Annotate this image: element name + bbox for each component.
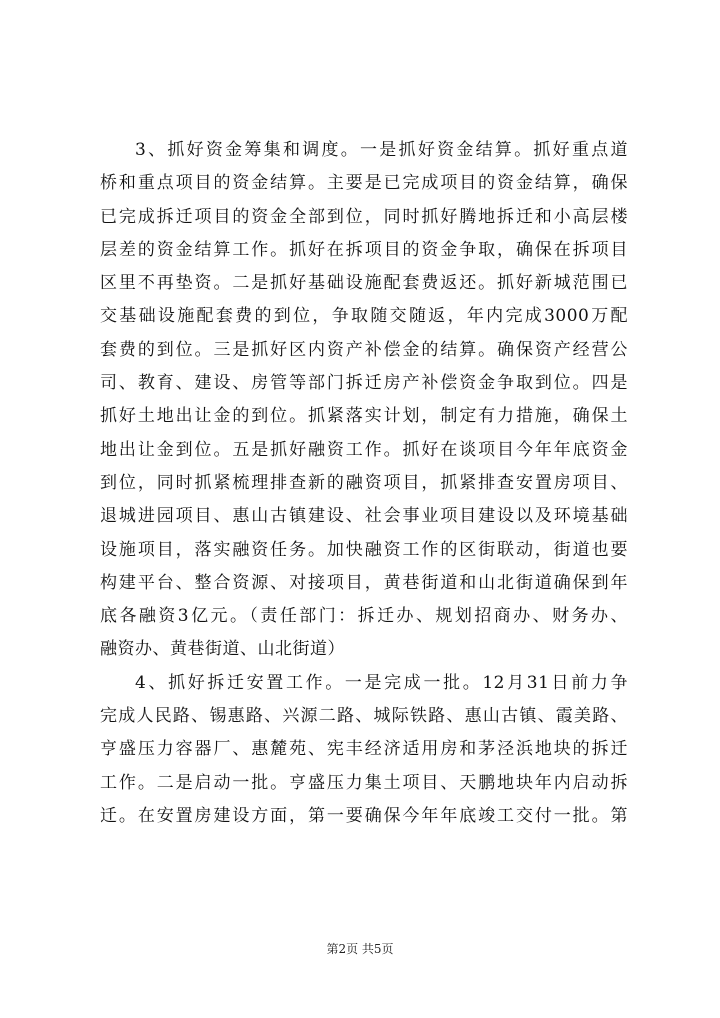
text-line: 交基础设施配套费的到位，争取随交随返，年内完成3000万配 [100,306,628,327]
page-number: 第2页 共5页 [326,942,394,956]
text-line: 亨盛压力容器厂、惠麓苑、宪丰经济适用房和茅泾浜地块的拆迁 [100,739,628,760]
text-line: 抓好土地出让金的到位。抓紧落实计划，制定有力措施，确保土 [100,406,628,427]
text-line: 设施项目，落实融资任务。加快融资工作的区街联动，街道也要 [100,539,628,560]
text-line: 区里不再垫资。二是抓好基础设施配套费返还。抓好新城范围已 [100,273,628,294]
text-line: 迁。在安置房建设方面，第一要确保今年年底竣工交付一批。第 [100,805,628,826]
text-line: 已完成拆迁项目的资金全部到位，同时抓好腾地拆迁和小高层楼 [100,206,628,227]
paragraph-4 [100,667,628,833]
text-line: 工作。二是启动一批。亨盛压力集土项目、天鹏地块年内启动拆 [100,772,628,793]
text-line: 退城进园项目、惠山古镇建设、社会事业项目建设以及环境基础 [100,506,628,527]
text-line: 司、教育、建设、房管等部门拆迁房产补偿资金争取到位。四是 [100,373,628,394]
paragraph-3 [100,134,628,667]
text-line: 到位，同时抓紧梳理排查新的融资项目，抓紧排查安置房项目、 [100,472,628,493]
text-line: 4、抓好拆迁安置工作。一是完成一批。12月31日前力争 [135,672,628,693]
text-line: 层差的资金结算工作。抓好在拆项目的资金争取，确保在拆项目 [100,239,628,260]
text-line: 构建平台、整合资源、对接项目，黄巷街道和山北街道确保到年 [100,572,628,593]
text-line: 3、抓好资金筹集和调度。一是抓好资金结算。抓好重点道 [135,140,628,160]
text-line: 融资办、黄巷街道、山北街道） [100,639,345,660]
text-line: 完成人民路、锡惠路、兴源二路、城际铁路、惠山古镇、霞美路、 [100,706,628,727]
text-line: 底各融资3亿元。（责任部门：拆迁办、规划招商办、财务办、 [100,606,628,627]
text-line: 地出让金到位。五是抓好融资工作。抓好在谈项目今年年底资金 [100,439,628,460]
document-body [100,134,628,833]
text-line: 套费的到位。三是抓好区内资产补偿金的结算。确保资产经营公 [100,339,628,360]
text-line: 桥和重点项目的资金结算。主要是已完成项目的资金结算，确保 [100,173,628,194]
